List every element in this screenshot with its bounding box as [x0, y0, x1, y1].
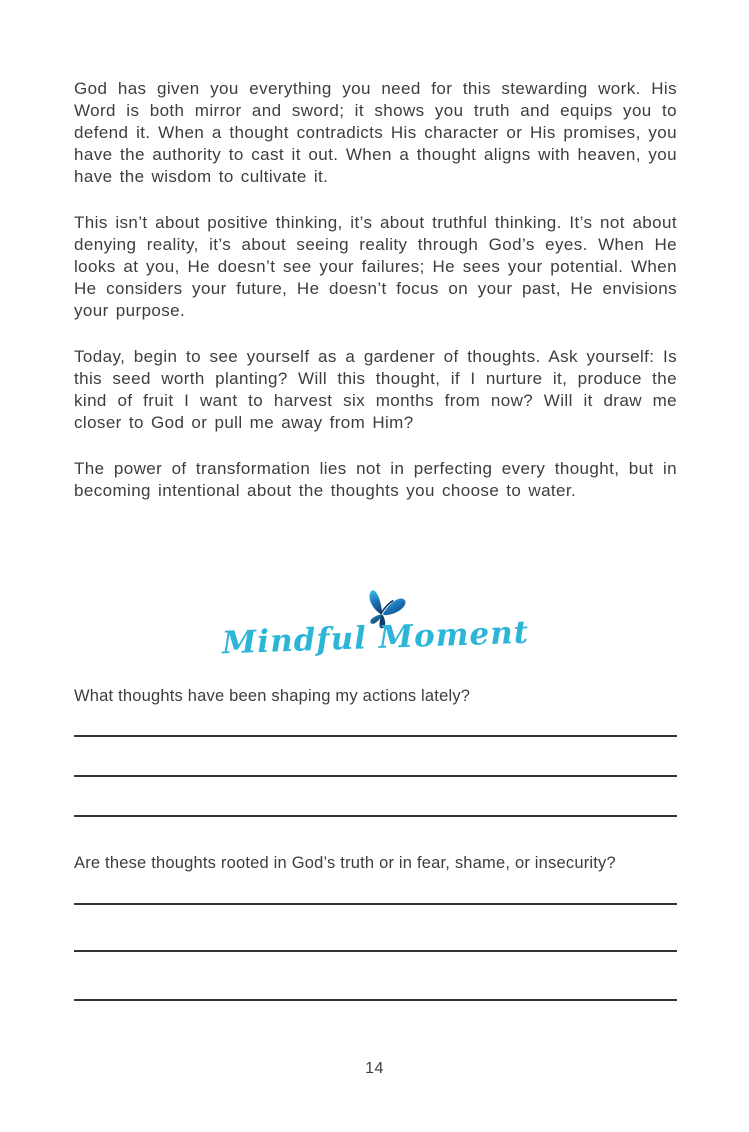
- page-number: 14: [365, 1060, 384, 1077]
- writing-line: [74, 952, 677, 1001]
- body-paragraph-4: The power of transformation lies not in perfecting every thought, but in becoming intentional about the thoughts you choose to water.: [74, 459, 677, 500]
- journal-prompt-1: [74, 684, 677, 817]
- writing-line: [74, 737, 677, 777]
- body-paragraph-2: This isn’t about positive thinking, it’s about truthful thinking. It’s not about denying reality, it’s about seeing reality through God’s eyes. When He looks at you, He doesn’t see your failures; He sees your potential. When He considers your future, He doesn’t focus on your past, He envisions your purpose.: [74, 213, 677, 320]
- mindful-moment-title: Mindful Moment: [221, 614, 530, 662]
- writing-line: [74, 708, 677, 737]
- body-paragraph-3: Today, begin to see yourself as a gardener of thoughts. Ask yourself: Is this seed worth planting? Will this thought, if I nurture it, produce the kind of fruit I want to harvest six months from now? Will it draw me closer to God or pull me away from Him?: [74, 347, 677, 432]
- writing-line: [74, 905, 677, 952]
- prompt-1-question: What thoughts have been shaping my actions lately?: [74, 687, 471, 705]
- writing-line: [74, 875, 677, 905]
- body-paragraph-1: God has given you everything you need for this stewarding work. His Word is both mirror and sword; it shows you truth and equips you to defend it. When a thought contradicts His character or His promises, you have the authority to cast it out. When a thought aligns with heaven, you have the wisdom to cultivate it.: [74, 79, 677, 186]
- journal-prompt-2: [74, 851, 677, 1001]
- prompt-2-answer-area: [74, 875, 677, 1001]
- prompt-2-question: Are these thoughts rooted in God’s truth or in fear, shame, or insecurity?: [74, 854, 616, 872]
- writing-line: [74, 777, 677, 817]
- prompt-1-answer-area: [74, 708, 677, 817]
- mindful-moment-header: [74, 586, 677, 662]
